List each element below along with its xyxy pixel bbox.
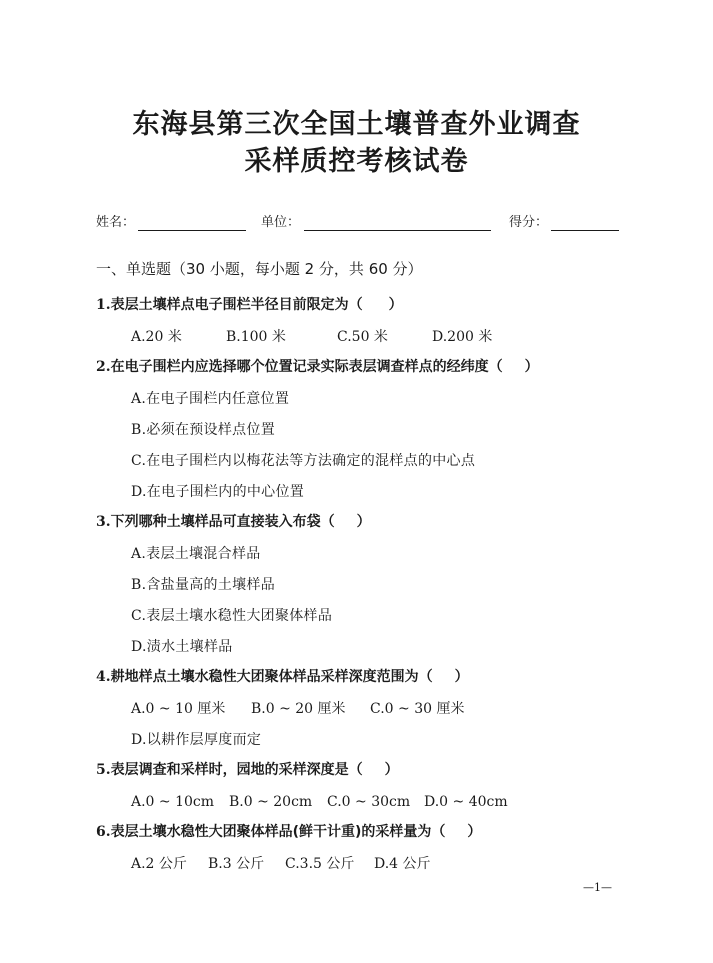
question-3-stem [96,512,626,532]
option-b: B.0 ~ 20 厘米 [251,701,346,717]
score-blank[interactable] [551,230,619,231]
answer-paren-close: ） [467,824,482,840]
question-text: 表层土壤水稳性大团聚体样品(鲜干计重)的采样量为（ [110,824,446,840]
question-2-stem [96,357,626,377]
option-b: B.100 米 [226,329,286,345]
answer-paren-close: ） [356,514,371,530]
section-heading: 一、单选题（30 小题，每小题 2 分，共 60 分） [96,260,423,278]
option-c: C.50 米 [337,329,388,345]
question-text: 下列哪种土壤样品可直接装入布袋（ [110,514,335,530]
page-title-line-2: 采样质控考核试卷 [244,146,469,177]
question-number: 5. [96,762,111,778]
unit-label: 单位： [261,215,301,230]
question-6-stem [96,822,626,842]
page-title-line-1: 东海县第三次全国土壤普查外业调查 [132,109,581,140]
option-a: A.20 米 [131,329,182,345]
question-number: 1. [96,297,111,313]
option-b: B.含盐量高的土壤样品 [131,577,276,593]
question-4-stem [96,667,626,687]
question-5-stem [96,760,626,780]
page-number: —1— [583,881,612,894]
question-text: 在电子围栏内应选择哪个位置记录实际表层调查样点的经纬度（ [110,359,503,375]
question-number: 4. [96,669,111,685]
examinee-info-row [96,214,620,234]
option-d: D.渍水土壤样品 [131,639,233,655]
score-label: 得分： [509,215,549,230]
option-a: A.在电子围栏内任意位置 [131,391,290,407]
option-d: D.0 ~ 40cm [424,794,508,810]
option-c: C.表层土壤水稳性大团聚体样品 [131,608,333,624]
answer-paren-close: ） [524,359,539,375]
question-text: 表层调查和采样时，园地的采样深度是（ [110,762,363,778]
option-a: A.0 ~ 10cm [131,794,215,810]
name-label: 姓名： [96,215,136,230]
option-a: A.表层土壤混合样品 [131,546,261,562]
name-blank[interactable] [138,230,246,231]
question-number: 3. [96,514,111,530]
answer-paren-close: ） [454,669,469,685]
option-d: D.200 米 [432,329,493,345]
option-c: C.0 ~ 30 厘米 [370,701,465,717]
option-c: C.3.5 公斤 [285,856,355,872]
option-d: D.4 公斤 [374,856,431,872]
question-text: 表层土壤样点电子围栏半径目前限定为（ [110,297,363,313]
option-c: C.在电子围栏内以梅花法等方法确定的混样点的中心点 [131,453,476,469]
answer-paren-close: ） [384,762,399,778]
option-b: B.必须在预设样点位置 [131,422,276,438]
option-b: B.3 公斤 [208,856,265,872]
unit-blank[interactable] [304,230,491,231]
option-d: D.在电子围栏内的中心位置 [131,484,305,500]
question-number: 6. [96,824,111,840]
question-number: 2. [96,359,111,375]
question-text: 耕地样点土壤水稳性大团聚体样品采样深度范围为（ [110,669,433,685]
option-d: D.以耕作层厚度而定 [131,732,262,748]
option-b: B.0 ~ 20cm [229,794,313,810]
option-c: C.0 ~ 30cm [327,794,411,810]
answer-paren-close: ） [388,297,403,313]
option-a: A.2 公斤 [131,856,187,872]
question-1-stem [96,295,626,315]
option-a: A.0 ~ 10 厘米 [131,701,226,717]
